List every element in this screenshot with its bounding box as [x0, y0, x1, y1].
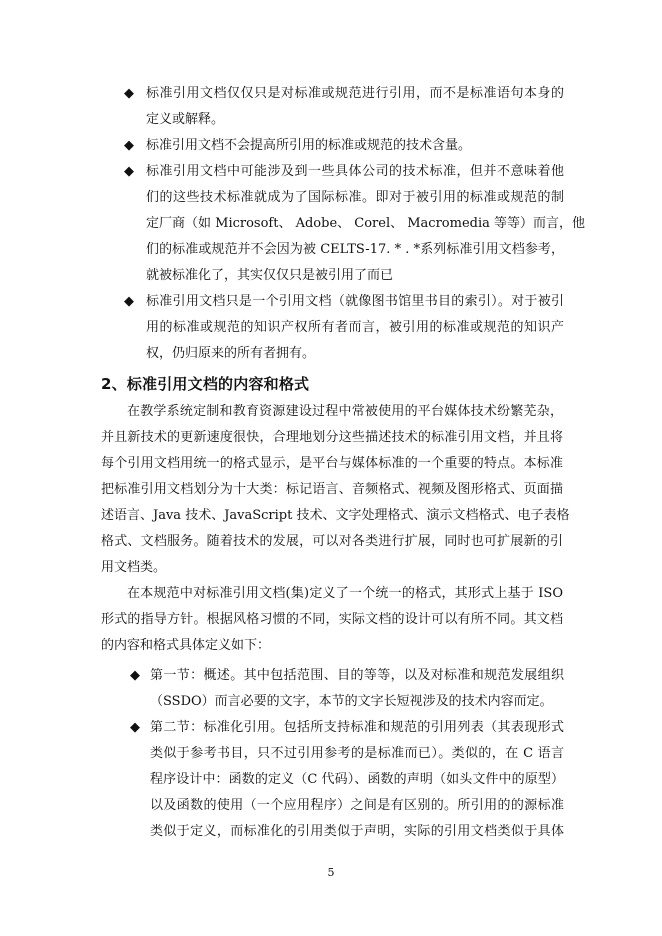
- diamond-bullet-icon: ◆: [124, 164, 134, 179]
- paragraph: 在教学系统定制和教育资源建设过程中常被使用的平台媒体技术纷繁芜杂， 并且新技术的更新速度很快，合理地划分这些描述技术的标准引用文档，并且将 每个引用文档用统一的格式显示，是平台与媒体标准的一个重要的特点。本标准 把标准引用文档划分为十大类：标记语言、音频格式、视频及图形格式、页面描 述语言、Java 技术、JavaScript 技术、文字处理格式、演示文档格式、电子表格 格式、文档服务。随着技术的发展，可以对各类进行扩展，同时也可扩展新的引 用文档类。: [101, 404, 570, 575]
- page-number: 5: [327, 866, 335, 879]
- diamond-bullet-icon: ◆: [124, 294, 134, 309]
- diamond-bullet-icon: ◆: [124, 138, 134, 153]
- paragraph: 在本规范中对标准引用文档(集)定义了一个统一的格式，其形式上基于 ISO 形式的指导方针。根据风格习惯的不同，实际文档的设计可以有所不同。其文档 的内容和格式具体定义如下：: [101, 586, 563, 653]
- diamond-bullet-icon: ◆: [124, 86, 134, 101]
- bullet-text: 第二节：标准化引用。包括所支持标准和规范的引用列表（其表现形式 类似于参考书目，只不过引用参考的是标准而已）。类似的，在 C 语言 程序设计中：函数的定义（C 代码）、函数的声明（如头文件中的原型） 以及函数的使用（一个应用程序）之间是有区别的。所引用的的源标准 类似于定义，而标准化的引用类似于声明，实际的引用文档类似于具体: [150, 720, 564, 839]
- diamond-bullet-icon: ◆: [130, 668, 140, 683]
- bullet-text: 标准引用文档仅仅只是对标准或规范进行引用，而不是标准语句本身的 定义或解释。: [146, 86, 564, 127]
- section-heading: 2、标准引用文档的内容和格式: [101, 375, 310, 393]
- bullet-text: 第一节：概述。其中包括范围、目的等等，以及对标准和规范发展组织 （SSDO）而言必要的文字，本节的文字长短视涉及的技术内容而定。: [150, 668, 564, 709]
- bullet-text: 标准引用文档只是一个引用文档（就像图书馆里书目的索引）。对于被引 用的标准或规范的知识产权所有者而言，被引用的标准或规范的知识产 权，仍归原来的所有者拥有。: [146, 294, 564, 361]
- bullet-text: 标准引用文档中可能涉及到一些具体公司的技术标准，但并不意味着他 们的这些技术标准就成为了国际标准。即对于被引用的标准或规范的制 定厂商（如 Microsoft、 Adobe、 Corel、 Macromedia 等等）而言，他 们的标准或规范并不会因为被 CELTS-17. * . *系列标准引用文档参考， 就被标准化了，其实仅仅只是被引用了而已: [146, 164, 586, 283]
- bullet-text: 标准引用文档不会提高所引用的标准或规范的技术含量。: [146, 138, 472, 153]
- diamond-bullet-icon: ◆: [130, 720, 140, 735]
